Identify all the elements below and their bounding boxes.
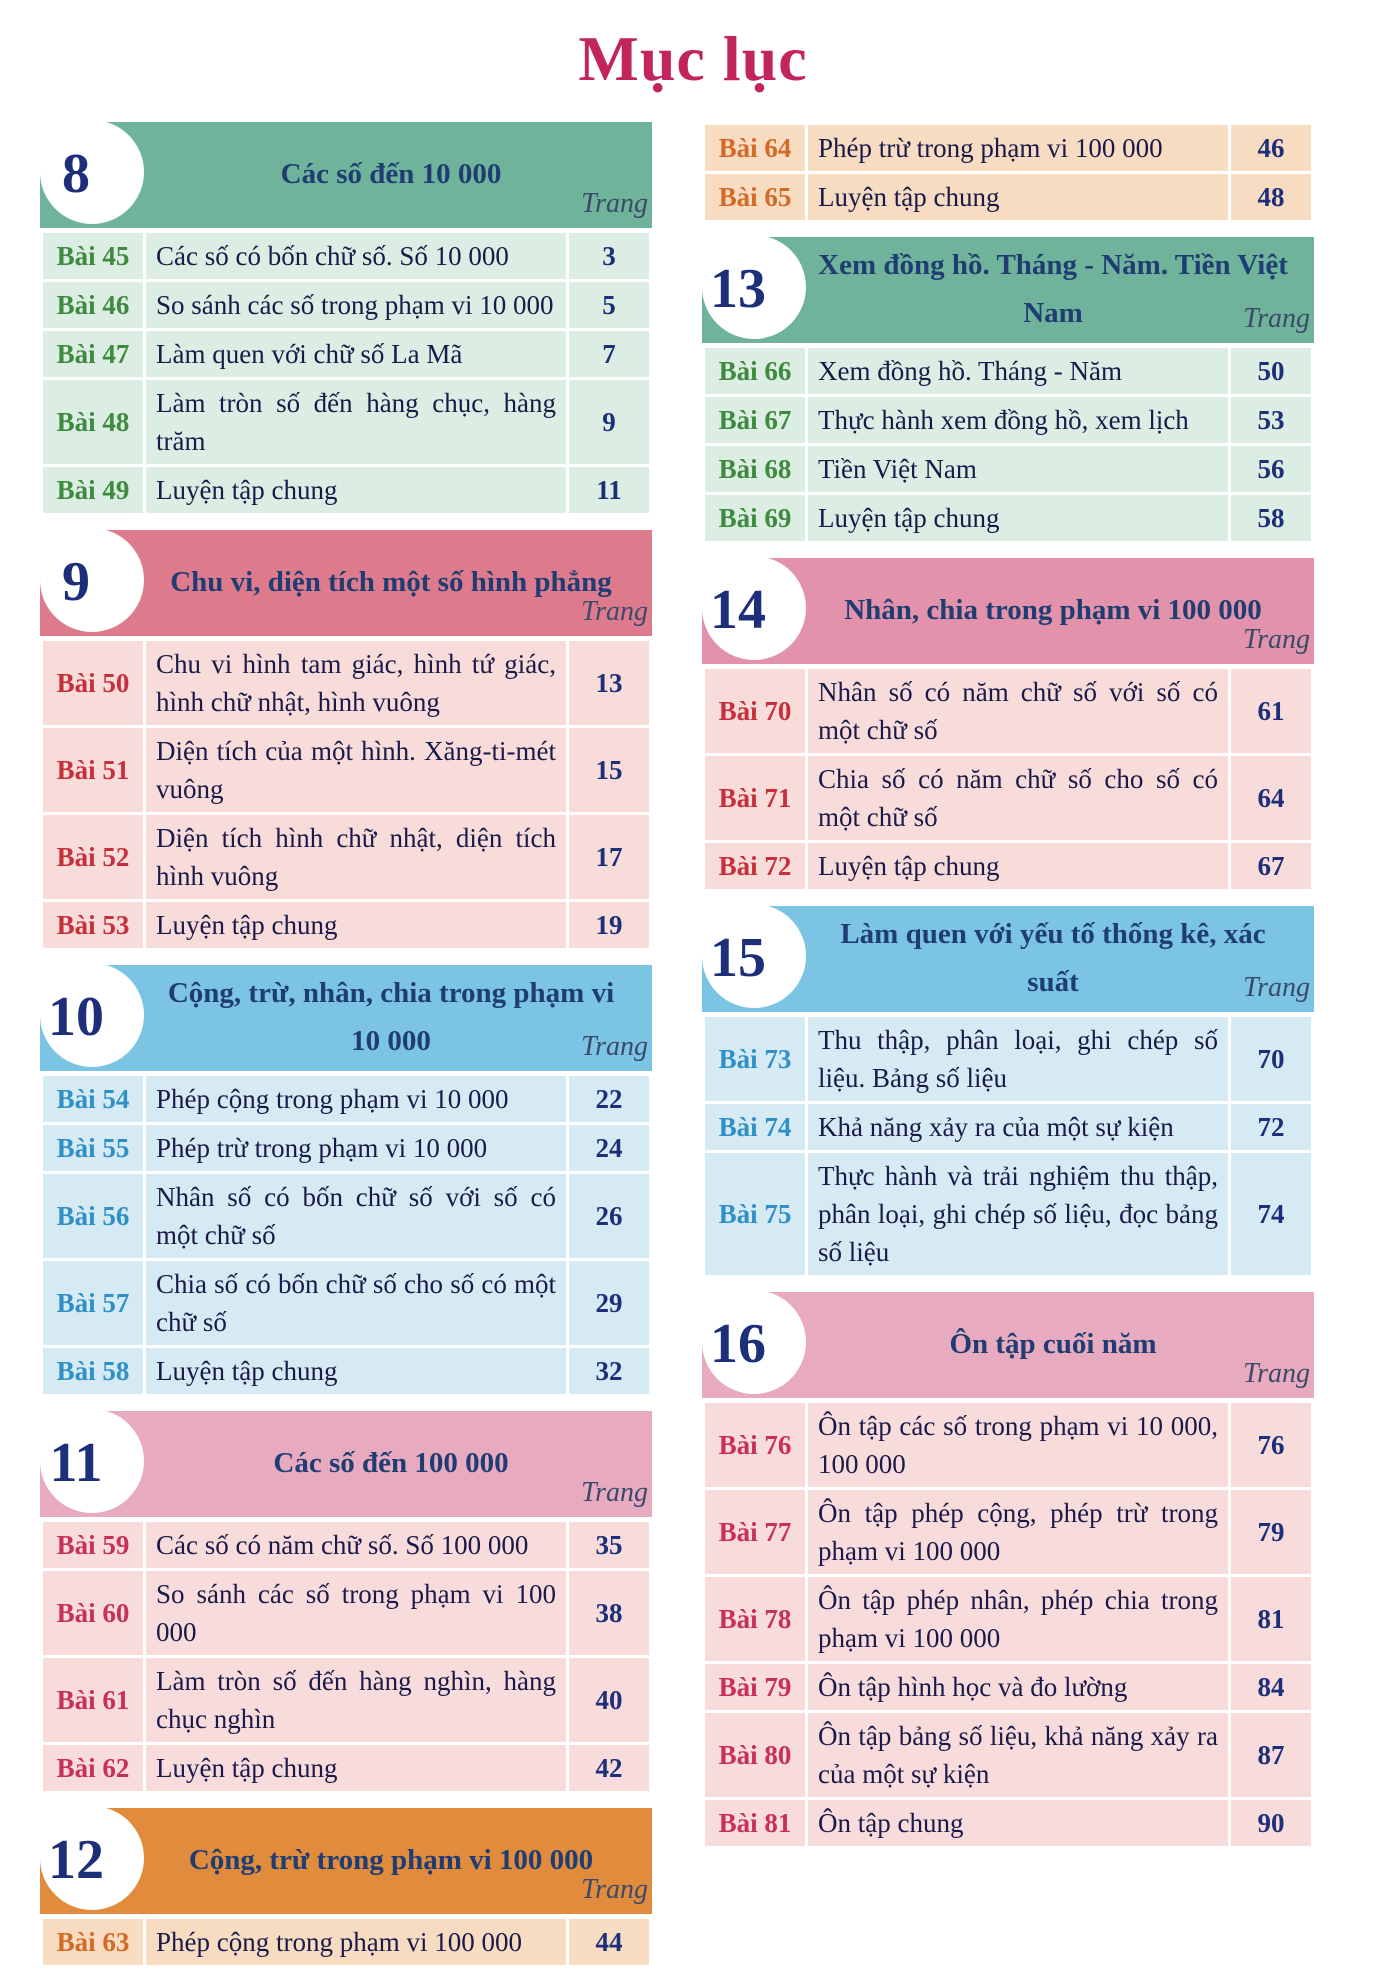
lesson-row[interactable] xyxy=(705,1403,1311,1487)
chapter-header xyxy=(40,1806,652,1914)
lesson-page: 50 xyxy=(1231,348,1311,394)
lesson-page: 42 xyxy=(569,1745,649,1791)
lesson-row[interactable] xyxy=(43,641,649,725)
chapter-header xyxy=(40,963,652,1071)
lesson-code: Bài 69 xyxy=(705,495,805,541)
lesson-page: 38 xyxy=(569,1571,649,1655)
chapter-number: 13 xyxy=(710,258,766,320)
lesson-table xyxy=(40,230,652,516)
lesson-row[interactable] xyxy=(705,495,1311,541)
lesson-page: 61 xyxy=(1231,669,1311,753)
lesson-name: Chia số có năm chữ số cho số có một chữ số xyxy=(808,756,1228,840)
lesson-name: Diện tích của một hình. Xăng-ti-mét vuông xyxy=(146,728,566,812)
lesson-row[interactable] xyxy=(43,467,649,513)
chapter-header xyxy=(702,556,1314,664)
chapter-title: Các số đến 100 000 xyxy=(273,1447,509,1479)
chapter-title: Các số đến 10 000 xyxy=(280,158,502,190)
lesson-page: 3 xyxy=(569,233,649,279)
lesson-table xyxy=(702,1400,1314,1849)
lesson-name: Thực hành xem đồng hồ, xem lịch xyxy=(808,397,1228,443)
lesson-code: Bài 48 xyxy=(43,380,143,464)
chapter-number: 10 xyxy=(48,986,104,1048)
lesson-name: Luyện tập chung xyxy=(146,902,566,948)
lesson-row[interactable] xyxy=(705,1577,1311,1661)
lesson-name: Khả năng xảy ra của một sự kiện xyxy=(808,1104,1228,1150)
lesson-code: Bài 80 xyxy=(705,1713,805,1797)
chapter-header xyxy=(40,528,652,636)
lesson-row[interactable] xyxy=(705,843,1311,889)
lesson-code: Bài 50 xyxy=(43,641,143,725)
chapter-section xyxy=(702,1290,1314,1849)
lesson-code: Bài 54 xyxy=(43,1076,143,1122)
lesson-name: Thực hành và trải nghiệm thu thập, phân loại, ghi chép số liệu, đọc bảng số liệu xyxy=(808,1153,1228,1275)
chapter-header xyxy=(40,1409,652,1517)
chapter-number: 12 xyxy=(48,1829,104,1891)
lesson-code: Bài 56 xyxy=(43,1174,143,1258)
lesson-code: Bài 76 xyxy=(705,1403,805,1487)
lesson-page: 11 xyxy=(569,467,649,513)
lesson-row[interactable] xyxy=(705,1017,1311,1101)
lesson-code: Bài 57 xyxy=(43,1261,143,1345)
lesson-row[interactable] xyxy=(705,397,1311,443)
lesson-table xyxy=(702,345,1314,544)
lesson-page: 15 xyxy=(569,728,649,812)
lesson-name: Ôn tập chung xyxy=(808,1800,1228,1846)
lesson-row[interactable] xyxy=(705,669,1311,753)
lesson-row[interactable] xyxy=(705,1490,1311,1574)
lesson-page: 64 xyxy=(1231,756,1311,840)
lesson-name: Luyện tập chung xyxy=(808,495,1228,541)
lesson-page: 74 xyxy=(1231,1153,1311,1275)
lesson-name: Nhân số có năm chữ số với số có một chữ số xyxy=(808,669,1228,753)
chapter-title: Ôn tập cuối năm xyxy=(949,1328,1157,1360)
lesson-code: Bài 81 xyxy=(705,1800,805,1846)
lesson-name: Làm tròn số đến hàng nghìn, hàng chục nghìn xyxy=(146,1658,566,1742)
lesson-name: Làm quen với chữ số La Mã xyxy=(146,331,566,377)
lesson-row[interactable] xyxy=(43,1522,649,1568)
lesson-row[interactable] xyxy=(43,1919,649,1965)
lesson-row[interactable] xyxy=(43,1076,649,1122)
lesson-row[interactable] xyxy=(43,728,649,812)
lesson-code: Bài 65 xyxy=(705,174,805,220)
chapter-title: Cộng, trừ trong phạm vi 100 000 xyxy=(188,1844,594,1876)
lesson-row[interactable] xyxy=(43,1174,649,1258)
lesson-name: Diện tích hình chữ nhật, diện tích hình vuông xyxy=(146,815,566,899)
lesson-page: 26 xyxy=(569,1174,649,1258)
lesson-table xyxy=(702,122,1314,223)
lesson-name: Tiền Việt Nam xyxy=(808,446,1228,492)
lesson-table xyxy=(40,638,652,951)
chapter-number: 14 xyxy=(710,579,766,641)
lesson-code: Bài 52 xyxy=(43,815,143,899)
chapter-title: Xem đồng hồ. Tháng - Năm. Tiền Việt Nam xyxy=(818,249,1288,329)
chapter-header xyxy=(40,120,652,228)
lesson-code: Bài 47 xyxy=(43,331,143,377)
lesson-code: Bài 61 xyxy=(43,1658,143,1742)
lesson-row[interactable] xyxy=(43,331,649,377)
chapter-header xyxy=(702,235,1314,343)
lesson-page: 24 xyxy=(569,1125,649,1171)
lesson-code: Bài 66 xyxy=(705,348,805,394)
lesson-code: Bài 74 xyxy=(705,1104,805,1150)
lesson-name: Các số có bốn chữ số. Số 10 000 xyxy=(146,233,566,279)
chapter-section xyxy=(40,1806,652,1968)
page-column-label: Trang xyxy=(581,188,648,219)
lesson-code: Bài 68 xyxy=(705,446,805,492)
lesson-row[interactable] xyxy=(705,174,1311,220)
lesson-row[interactable] xyxy=(43,815,649,899)
chapter-title: Làm quen với yếu tố thống kê, xác suất xyxy=(840,918,1266,998)
lesson-page: 67 xyxy=(1231,843,1311,889)
lesson-name: Luyện tập chung xyxy=(146,1348,566,1394)
lesson-row[interactable] xyxy=(705,446,1311,492)
lesson-page: 48 xyxy=(1231,174,1311,220)
lesson-page: 79 xyxy=(1231,1490,1311,1574)
lesson-code: Bài 77 xyxy=(705,1490,805,1574)
chapter-section xyxy=(40,963,652,1397)
lesson-row[interactable] xyxy=(43,902,649,948)
lesson-code: Bài 78 xyxy=(705,1577,805,1661)
lesson-row[interactable] xyxy=(43,1261,649,1345)
chapter-section xyxy=(40,528,652,951)
chapter-title: Nhân, chia trong phạm vi 100 000 xyxy=(844,594,1262,626)
lesson-table xyxy=(40,1519,652,1794)
lesson-page: 87 xyxy=(1231,1713,1311,1797)
lesson-page: 72 xyxy=(1231,1104,1311,1150)
chapter-number: 8 xyxy=(62,143,90,205)
lesson-name: Nhân số có bốn chữ số với số có một chữ số xyxy=(146,1174,566,1258)
lesson-page: 84 xyxy=(1231,1664,1311,1710)
lesson-row[interactable] xyxy=(705,1664,1311,1710)
lesson-row[interactable] xyxy=(43,1745,649,1791)
page-title: Mục lục xyxy=(578,23,808,94)
lesson-page: 40 xyxy=(569,1658,649,1742)
lesson-code: Bài 73 xyxy=(705,1017,805,1101)
lesson-code: Bài 59 xyxy=(43,1522,143,1568)
lesson-page: 56 xyxy=(1231,446,1311,492)
page-column-label: Trang xyxy=(1243,1358,1310,1389)
lesson-code: Bài 55 xyxy=(43,1125,143,1171)
chapter-number: 15 xyxy=(710,927,766,989)
lesson-row[interactable] xyxy=(43,282,649,328)
chapter-title: Chu vi, diện tích một số hình phẳng xyxy=(170,566,612,598)
lesson-page: 44 xyxy=(569,1919,649,1965)
lesson-row[interactable] xyxy=(705,125,1311,171)
lesson-name: Phép trừ trong phạm vi 10 000 xyxy=(146,1125,566,1171)
lesson-table xyxy=(702,1014,1314,1278)
lesson-name: Làm tròn số đến hàng chục, hàng trăm xyxy=(146,380,566,464)
lesson-page: 7 xyxy=(569,331,649,377)
lesson-code: Bài 60 xyxy=(43,1571,143,1655)
lesson-page: 5 xyxy=(569,282,649,328)
lesson-name: Xem đồng hồ. Tháng - Năm xyxy=(808,348,1228,394)
lesson-code: Bài 51 xyxy=(43,728,143,812)
lesson-name: Ôn tập các số trong phạm vi 10 000, 100 000 xyxy=(808,1403,1228,1487)
chapter-section xyxy=(40,1409,652,1794)
page-column-label: Trang xyxy=(581,1031,648,1062)
lesson-code: Bài 71 xyxy=(705,756,805,840)
lesson-row[interactable] xyxy=(705,756,1311,840)
page-column-label: Trang xyxy=(581,596,648,627)
lesson-name: Chu vi hình tam giác, hình tứ giác, hình chữ nhật, hình vuông xyxy=(146,641,566,725)
lesson-name: Luyện tập chung xyxy=(808,843,1228,889)
lesson-row[interactable] xyxy=(43,1571,649,1655)
lesson-code: Bài 67 xyxy=(705,397,805,443)
lesson-name: Thu thập, phân loại, ghi chép số liệu. Bảng số liệu xyxy=(808,1017,1228,1101)
lesson-page: 9 xyxy=(569,380,649,464)
lesson-page: 58 xyxy=(1231,495,1311,541)
lesson-name: Ôn tập hình học và đo lường xyxy=(808,1664,1228,1710)
lesson-code: Bài 75 xyxy=(705,1153,805,1275)
lesson-name: Phép cộng trong phạm vi 100 000 xyxy=(146,1919,566,1965)
lesson-name: Phép trừ trong phạm vi 100 000 xyxy=(808,125,1228,171)
lesson-name: So sánh các số trong phạm vi 10 000 xyxy=(146,282,566,328)
left-column xyxy=(40,120,652,1976)
lesson-page: 81 xyxy=(1231,1577,1311,1661)
lesson-row[interactable] xyxy=(705,1153,1311,1275)
lesson-name: So sánh các số trong phạm vi 100 000 xyxy=(146,1571,566,1655)
lesson-page: 13 xyxy=(569,641,649,725)
lesson-page: 22 xyxy=(569,1076,649,1122)
lesson-code: Bài 49 xyxy=(43,467,143,513)
right-column xyxy=(702,120,1314,1861)
lesson-row[interactable] xyxy=(43,1658,649,1742)
lesson-code: Bài 46 xyxy=(43,282,143,328)
lesson-row[interactable] xyxy=(705,1104,1311,1150)
chapter-number: 11 xyxy=(49,1432,103,1494)
chapter-title: Cộng, trừ, nhân, chia trong phạm vi 10 000 xyxy=(167,977,615,1057)
lesson-page: 32 xyxy=(569,1348,649,1394)
page-column-label: Trang xyxy=(581,1874,648,1905)
lesson-name: Ôn tập phép nhân, phép chia trong phạm vi 100 000 xyxy=(808,1577,1228,1661)
lesson-code: Bài 63 xyxy=(43,1919,143,1965)
lesson-name: Luyện tập chung xyxy=(808,174,1228,220)
lesson-row[interactable] xyxy=(705,348,1311,394)
lesson-name: Ôn tập phép cộng, phép trừ trong phạm vi 100 000 xyxy=(808,1490,1228,1574)
lesson-row[interactable] xyxy=(43,380,649,464)
lesson-page: 35 xyxy=(569,1522,649,1568)
chapter-header xyxy=(702,1290,1314,1398)
lesson-name: Các số có năm chữ số. Số 100 000 xyxy=(146,1522,566,1568)
chapter-header xyxy=(702,904,1314,1012)
lesson-code: Bài 64 xyxy=(705,125,805,171)
lesson-page: 70 xyxy=(1231,1017,1311,1101)
lesson-table xyxy=(702,666,1314,892)
lesson-page: 90 xyxy=(1231,1800,1311,1846)
lesson-page: 53 xyxy=(1231,397,1311,443)
lesson-name: Luyện tập chung xyxy=(146,1745,566,1791)
lesson-name: Chia số có bốn chữ số cho số có một chữ số xyxy=(146,1261,566,1345)
lesson-name: Phép cộng trong phạm vi 10 000 xyxy=(146,1076,566,1122)
page-column-label: Trang xyxy=(1243,972,1310,1003)
lesson-code: Bài 72 xyxy=(705,843,805,889)
lesson-page: 19 xyxy=(569,902,649,948)
lesson-row[interactable] xyxy=(43,1348,649,1394)
lesson-code: Bài 58 xyxy=(43,1348,143,1394)
lesson-code: Bài 70 xyxy=(705,669,805,753)
chapter-section xyxy=(40,120,652,516)
page-column-label: Trang xyxy=(1243,624,1310,655)
lesson-code: Bài 62 xyxy=(43,1745,143,1791)
lesson-code: Bài 53 xyxy=(43,902,143,948)
lesson-row[interactable] xyxy=(705,1800,1311,1846)
lesson-row[interactable] xyxy=(43,233,649,279)
lesson-table xyxy=(40,1916,652,1968)
lesson-page: 29 xyxy=(569,1261,649,1345)
chapter-section xyxy=(702,904,1314,1278)
lesson-page: 46 xyxy=(1231,125,1311,171)
lesson-row[interactable] xyxy=(705,1713,1311,1797)
lesson-name: Ôn tập bảng số liệu, khả năng xảy ra của một sự kiện xyxy=(808,1713,1228,1797)
lesson-page: 76 xyxy=(1231,1403,1311,1487)
page-column-label: Trang xyxy=(581,1477,648,1508)
lesson-page: 17 xyxy=(569,815,649,899)
lesson-name: Luyện tập chung xyxy=(146,467,566,513)
chapter-number: 9 xyxy=(62,551,90,613)
lesson-table xyxy=(40,1073,652,1397)
chapter-number: 16 xyxy=(710,1313,766,1375)
chapter-section xyxy=(702,235,1314,544)
lesson-row[interactable] xyxy=(43,1125,649,1171)
lesson-code: Bài 45 xyxy=(43,233,143,279)
lesson-code: Bài 79 xyxy=(705,1664,805,1710)
chapter-section xyxy=(702,556,1314,892)
chapter-continuation xyxy=(702,122,1314,223)
page-column-label: Trang xyxy=(1243,303,1310,334)
